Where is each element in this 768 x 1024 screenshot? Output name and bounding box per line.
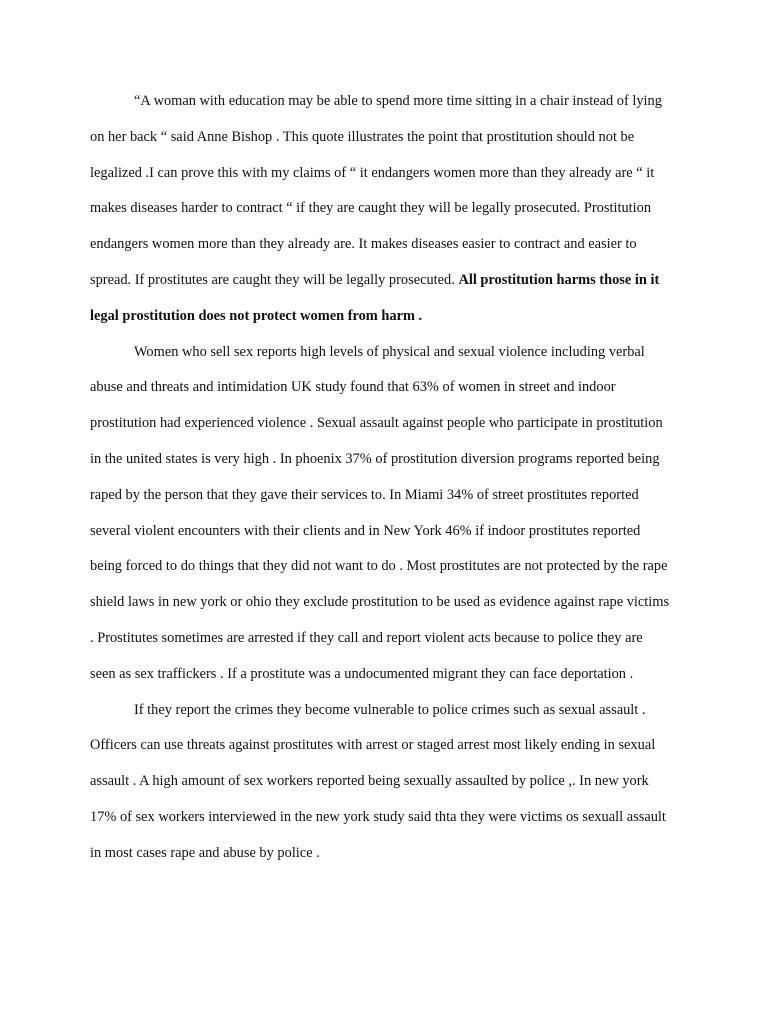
paragraph-1-text: “A woman with education may be able to spend more time sitting in a chair instead of lying on her back “ said Anne Bishop . This quote illustrates the point that prostitution should not be legalized .I can prove this with my claims of “ it endangers women more than they already are “ it makes diseases harder to contract “ if they are caught they will be legally prosecuted. Prostitution endangers women more than they already are. It makes diseases easier to contract and easier to spread. If prostitutes are caught they will be legally prosecuted. <box>90 93 662 288</box>
paragraph-3-text: If they report the crimes they become vulnerable to police crimes such as sexual assault . Officers can use threats against prostitutes with arrest or staged arrest most likely ending in sexual assault . A high amount of sex workers reported being sexually assaulted by police ,. In new york 17% of sex workers interviewed in the new york study said thta they were victims os sexuall assault in most cases rape and abuse by police . <box>90 701 666 861</box>
paragraph-2 <box>90 335 670 693</box>
paragraph-1 <box>90 84 670 335</box>
paragraph-3 <box>90 693 670 872</box>
paragraph-1-bold-thesis: All prostitution harms those in it legal prostitution does not protect women from harm . <box>90 271 660 324</box>
document-body <box>90 84 670 872</box>
paragraph-2-text: Women who sell sex reports high levels of physical and sexual violence including verbal abuse and threats and intimidation UK study found that 63% of women in street and indoor prostitution had experienced violence . Sexual assault against people who participate in prostitution in the united states is very high . In phoenix 37% of prostitution diversion programs reported being raped by the person that they gave their services to. In Miami 34% of street prostitutes reported several violent encounters with their clients and in New York 46% if indoor prostitutes reported being forced to do things that they did not want to do . Most prostitutes are not protected by the rape shield laws in new york or ohio they exclude prostitution to be used as evidence against rape victims . Prostitutes sometimes are arrested if they call and report violent acts because to police they are seen as sex traffickers . If a prostitute was a undocumented migrant they can face deportation . <box>90 343 670 682</box>
